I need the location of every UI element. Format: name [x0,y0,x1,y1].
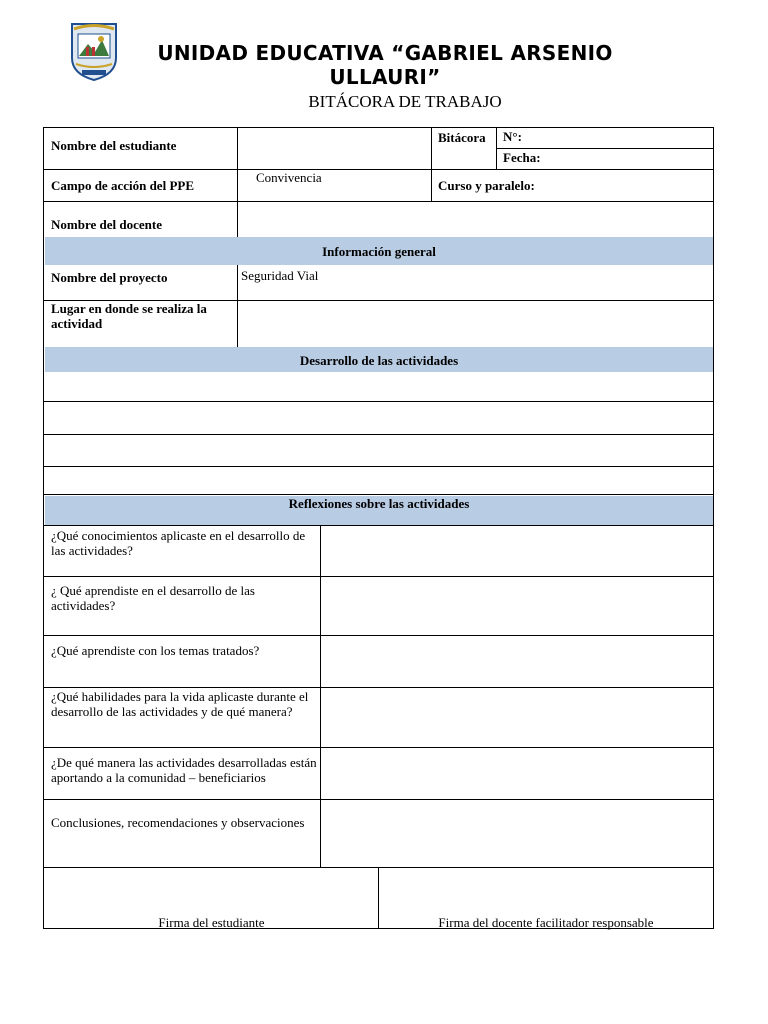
activity-place-cell[interactable] [239,302,712,346]
rule [43,201,714,202]
teacher-signature-area[interactable] [380,869,712,911]
table-border-left [43,127,44,929]
rule [43,687,714,688]
reflection-answer-cell[interactable] [322,801,712,866]
rule [237,265,238,347]
reflection-question: ¿Qué habilidades para la vida aplicaste durante el desarrollo de las actividades y de qué manera? [51,689,309,719]
document-subtitle: BITÁCORA DE TRABAJO [308,92,502,111]
project-name-label: Nombre del proyecto [51,270,168,285]
teacher-name-label: Nombre del docente [51,217,162,232]
reflection-question: Conclusiones, recomendaciones y observaciones [51,815,305,830]
activity-place-label: Lugar en donde se realiza la actividad [51,301,207,331]
reflection-answer-cell[interactable] [322,578,712,634]
rule [43,169,714,170]
reflection-answer-cell[interactable] [322,749,712,798]
general-info-title: Información general [322,244,436,259]
teacher-signature-label: Firma del docente facilitador responsable [438,915,654,930]
rule [43,401,714,402]
student-name-cell[interactable] [239,129,430,168]
rule [43,466,714,467]
action-field-value[interactable]: Convivencia [256,170,322,185]
date-label: Fecha: [503,150,541,165]
student-name-label: Nombre del estudiante [51,138,177,153]
rule [43,799,714,800]
activity-row[interactable] [45,403,712,433]
reflection-question: ¿Qué aprendiste con los temas tratados? [51,643,260,658]
number-label: N°: [503,129,522,144]
activities-title: Desarrollo de las actividades [299,353,459,368]
teacher-name-cell[interactable] [239,203,712,236]
rule [43,747,714,748]
rule [43,434,714,435]
project-name-value[interactable]: Seguridad Vial [241,268,319,283]
rule [43,525,714,526]
student-signature-area[interactable] [45,869,377,911]
activity-row[interactable] [45,436,712,465]
activity-row[interactable] [45,468,712,493]
course-label: Curso y paralelo: [438,178,535,193]
action-field-label: Campo de acción del PPE [51,178,194,193]
school-title: UNIDAD EDUCATIVA “GABRIEL ARSENIO ULLAURI” [157,41,613,89]
rule [496,127,497,169]
activity-row[interactable] [45,373,712,400]
rule [496,148,714,149]
table-border-right [713,127,714,929]
school-logo-emblem [68,20,120,82]
student-signature-label: Firma del estudiante [158,915,265,930]
rule [431,127,432,201]
reflection-answer-cell[interactable] [322,637,712,686]
reflection-question: ¿De qué manera las actividades desarrolladas están aportando a la comunidad – beneficiarios [51,755,317,785]
reflection-answer-cell[interactable] [322,527,712,575]
rule [43,494,714,495]
reflection-question: ¿Qué conocimientos aplicaste en el desarrollo de las actividades? [51,528,306,558]
bitacora-label: Bitácora [438,130,486,145]
rule [237,127,238,237]
reflection-question: ¿ Qué aprendiste en el desarrollo de las actividades? [51,583,255,613]
table-border-top [43,127,714,128]
reflections-title: Reflexiones sobre las actividades [288,496,470,511]
rule [43,635,714,636]
reflection-answer-cell[interactable] [322,689,712,746]
rule [43,576,714,577]
